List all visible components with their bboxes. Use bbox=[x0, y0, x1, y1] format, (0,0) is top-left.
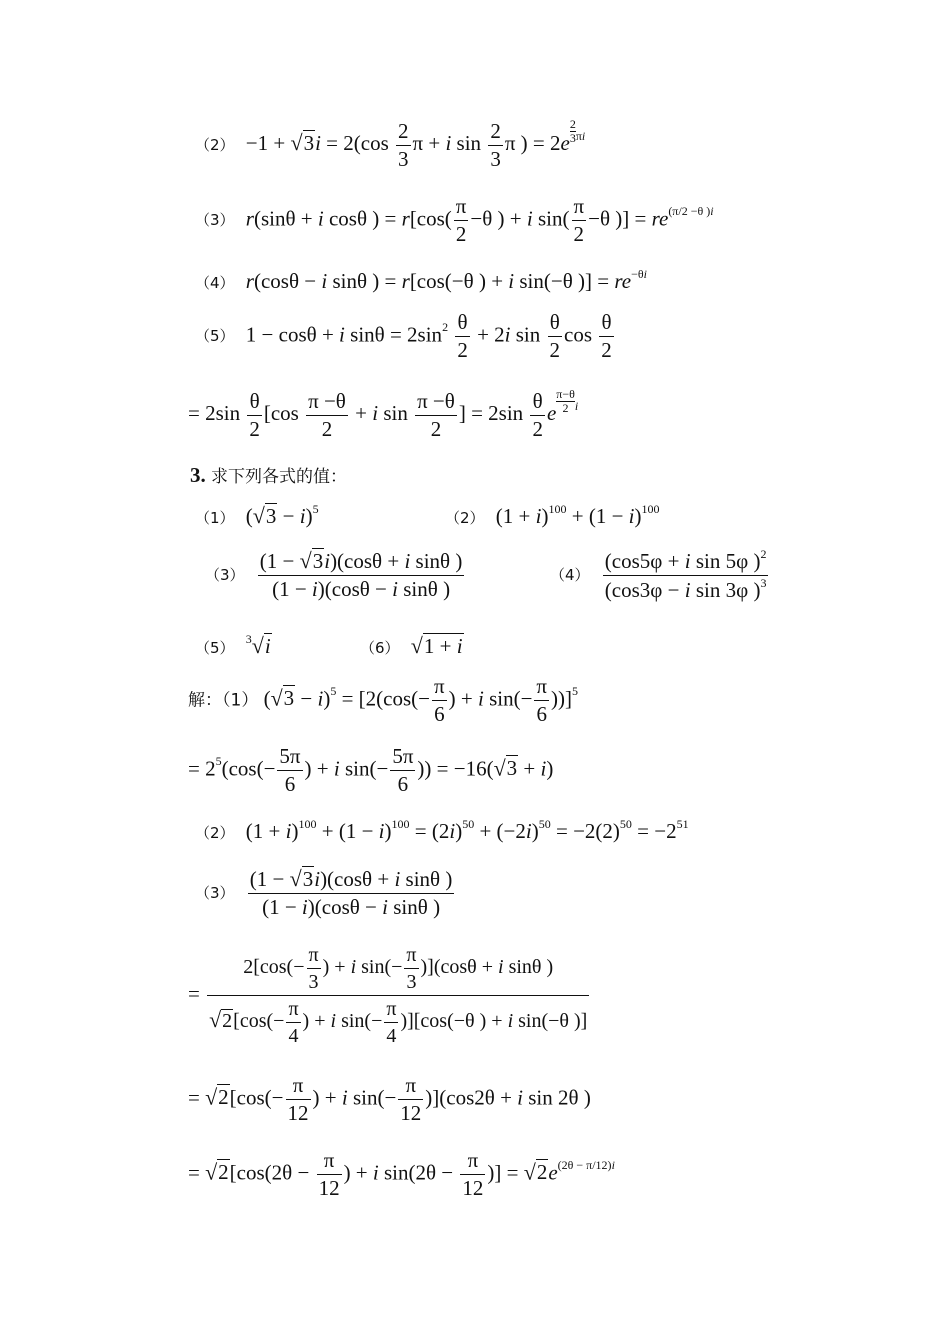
solution-3-step3: = √2[cos(2θ − $\frac{\pi}{12}$ ) + i sin(2θ − $\frac{\pi}{12}$ )] = $√2e^{(2\theta - \pi/12)i}$ bbox=[188, 1148, 615, 1200]
problem-6: （6） √1 + i bbox=[360, 633, 463, 658]
item-label: （5） bbox=[195, 327, 235, 346]
solution-1-cont: = $2^5(\cos(-$ $\frac{5\pi}{6}$ ) + i sin(− $\frac{5\pi}{6}$ )) = −16(√3 + i) bbox=[188, 744, 554, 796]
problem-4: （4） $\frac{(\cos 5\varphi + i \sin 5\varphi )^2}{(\cos 3\varphi - i \sin 3\varphi )^3}$ bbox=[550, 547, 767, 602]
problem-2: （2） $(1 + i)^{100} + (1 - i)^{100}$ bbox=[445, 502, 660, 528]
equation-3: （3） r(sinθ + i cosθ ) = r[cos( $\frac{\pi}{2}$ −θ ) + i sin( $\frac{\pi}{2}$ −θ )] = $re^{(\pi/2 -\theta )i}$ bbox=[195, 194, 714, 246]
problem-5: （5） $^3$√i bbox=[195, 632, 271, 658]
item-label: （3） bbox=[195, 211, 235, 230]
section-heading bbox=[190, 465, 347, 486]
equation-5: （5） 1 − cosθ + i $\sin\theta = 2\sin^2$ $\frac{\theta}{2}$ + 2i sin $\frac{\theta}{2}$ cos $\frac{\theta}{2}$ bbox=[195, 310, 612, 362]
item-label: （2） bbox=[195, 136, 235, 155]
solution-2: （2） $(1 + i)^{100} + (1 - i)^{100} = (2i)^{50} + (-2i)^{50} = -2(2)^{50} = -2^{51}$ bbox=[195, 817, 689, 843]
item-label: （2） bbox=[445, 509, 485, 527]
equation-2: （2） −1 + √3i = 2(cos $\frac{2}{3}$ π + i sin $\frac{2}{3}$ π ) = 2e $\frac{2}{3}$ $^{\pi i}$ bbox=[195, 117, 586, 171]
solution-3-step2: = √2[cos(− $\frac{\pi}{12}$ ) + i sin(− $\frac{\pi}{12}$ )](cos2θ + i sin 2θ ) bbox=[188, 1073, 591, 1125]
equation-4: （4） r(cosθ − i sinθ ) = r[cos(−θ ) + i sin(−θ )] = $re^{-\theta i}$ bbox=[195, 267, 647, 293]
problem-3: （3） $\frac{\text{(1 − √3i)(cosθ + i sinθ )}}{\text{(1 − i)(cosθ − i sinθ )}}$ bbox=[205, 548, 463, 601]
item-label: （5） bbox=[195, 639, 235, 657]
section-number: 3. bbox=[190, 463, 206, 487]
item-label: （1） bbox=[195, 509, 235, 527]
solution-intro: 解：（1） bbox=[188, 690, 259, 711]
solution-1: 解：（1） $(√3 - i)^5 = [2(\cos(-$ $\frac{\pi}{6}$ ) + i sin(− $\frac{\pi}{6}$ ))]$^5$ bbox=[188, 674, 578, 726]
item-label: （4） bbox=[195, 274, 235, 292]
item-label: （6） bbox=[360, 639, 400, 657]
item-label: （2） bbox=[195, 824, 235, 842]
solution-3: （3） $\frac{\text{(1 − √3i)(cosθ + i sinθ )}}{\text{(1 − i)(cosθ − i sinθ )}}$ bbox=[195, 866, 453, 919]
item-label: （3） bbox=[195, 883, 235, 902]
equation-5-cont: = 2sin $\frac{\theta}{2}$ [cos $\frac{\pi -\theta}{2}$ + i sin $\frac{\pi -\theta}{2}$ ] = 2sin $\frac{\theta}{2}$ e $\frac{\pi-\theta}{2}$ $^i$ bbox=[188, 387, 579, 441]
item-label: （3） bbox=[205, 565, 245, 584]
solution-3-step1: = 2[cos(− $\frac{\pi}{3}$ ) + i sin(− $\frac{\pi}{3}$ )](cosθ + i sinθ ) √2[cos(− $\frac{\pi}{4}$ ) + i sin(− $\frac{\pi}{4}$ )][cos(−θ ) + i sin(−θ )] bbox=[188, 944, 588, 1047]
section-title: 求下列各式的值： bbox=[211, 467, 347, 487]
problem-1: （1） $(√3 - i)^5$ bbox=[195, 502, 319, 528]
item-label: （4） bbox=[550, 566, 590, 585]
